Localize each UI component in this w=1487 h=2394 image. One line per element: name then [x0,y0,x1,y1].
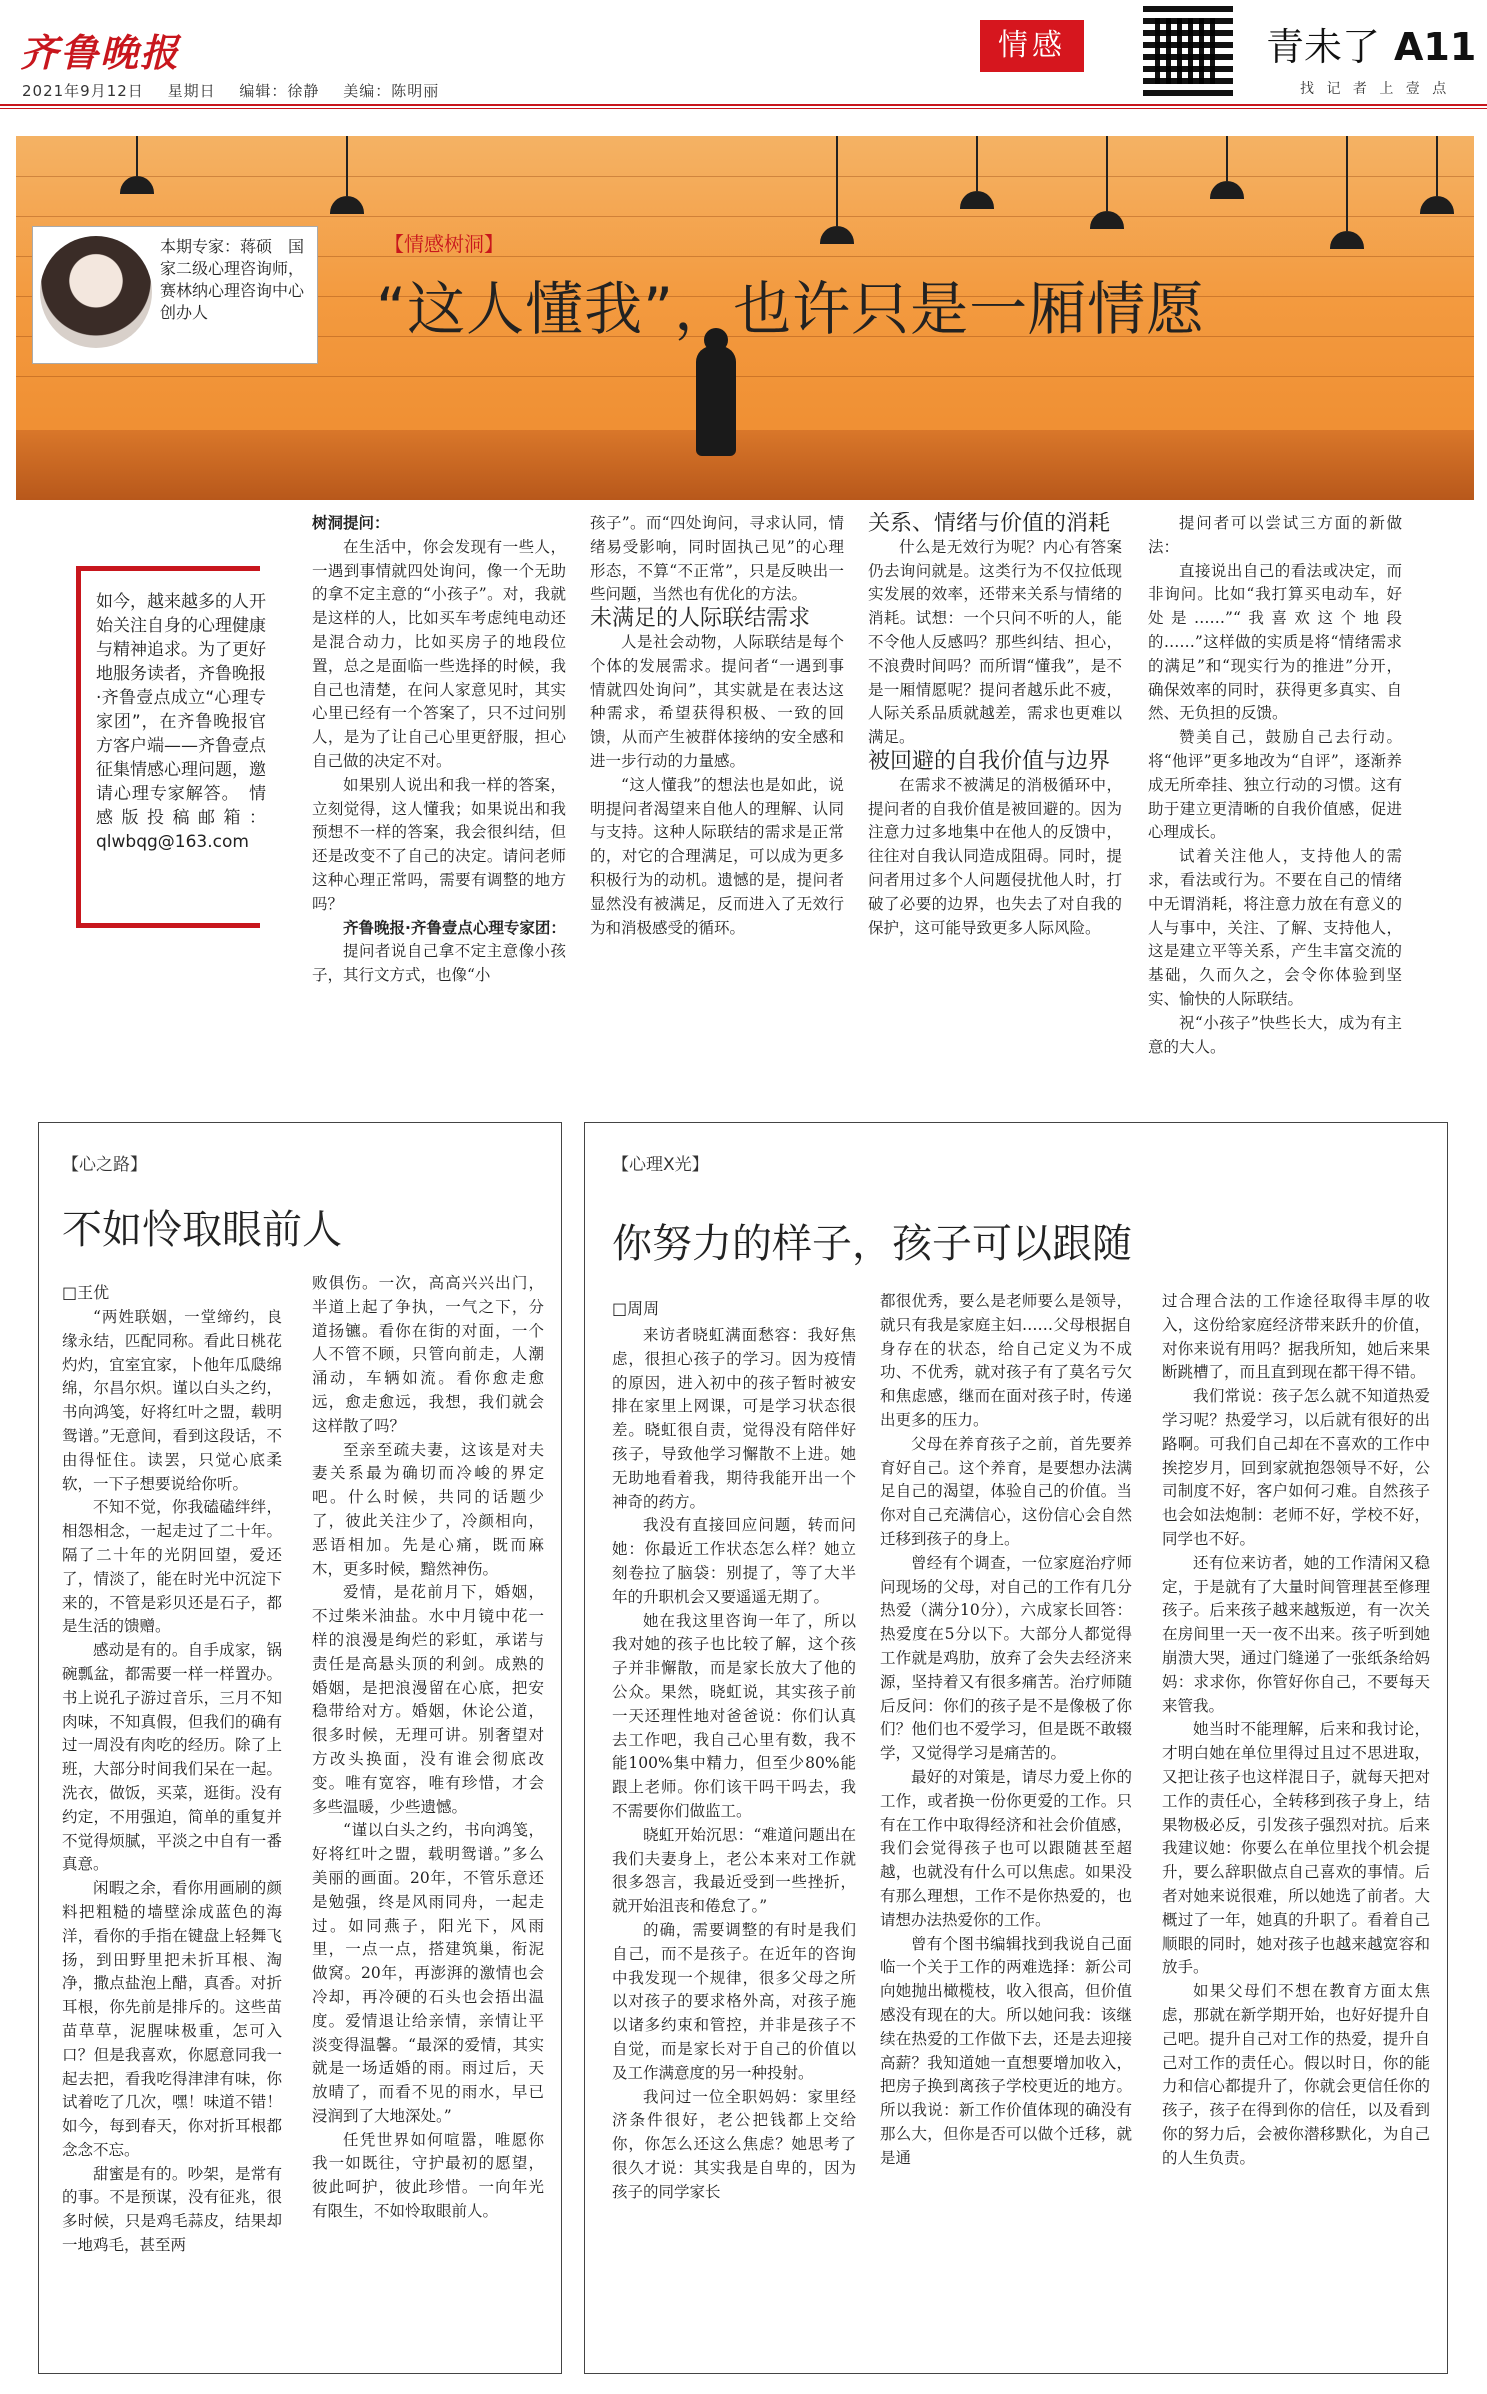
right-article-column-2 [880,1290,1132,2366]
section-tag: 情感 [980,20,1084,72]
paragraph: 被回避的自我价值与边界 [868,748,1111,774]
dateline [22,80,457,101]
paragraph: 晓虹开始沉思：“难道问题出在我们夫妻身上，老公本来对工作就很多怨言，我最近受到一些挫折，就开始沮丧和倦怠了。” [612,1825,856,1916]
left-article-title: 不如怜取眼前人 [62,1207,342,1253]
right-article-author: □周周 [612,1299,660,1318]
paragraph: 提问者说自己拿不定主意像小孩子，其行文方式，也像“小 [312,942,566,985]
paragraph: 关系、情绪与价值的消耗 [868,512,1111,536]
paragraph: 我问过一位全职妈妈：家里经济条件很好，老公把钱都上交给你，你怎么还这么焦虑？她思考了很久才说：其实我是自卑的，因为孩子的同学家长 [612,2087,856,2201]
paragraph: 在需求不被满足的消极循环中，提问者的自我价值是被回避的。因为注意力过多地集中在他人的反馈中，往往对自我认同造成阻碍。同时，提问者用过多个人问题侵扰他人时，打破了必要的边界，也失去了对自我的保护，这可能导致更多人际风险。 [868,775,1122,937]
paragraph: “两姓联姻，一堂缔约，良缘永结，匹配同称。看此日桃花灼灼，宜室宜家，卜他年瓜瓞绵绵，尔昌尔炽。谨以白头之约，书向鸿笺，好将红叶之盟，载明鸳谱。”无意间，看到这段话，不由得怔住。读罢，只觉心底柔软，一下子想要说给你听。 [62,1308,282,1493]
lamp-icon [1090,211,1124,229]
paragraph: “这人懂我”的想法也是如此，说明提问者渴望来自他人的理解、认同与支持。这种人际联结的需求是正常的，对它的合理满足，可以成为更多积极行为的动机。遗憾的是，提问者显然没有被满足，反而进入了无效行为和消极感受的循环。 [590,775,844,937]
paragraph: 我没有直接回应问题，转而问她：你最近工作状态怎么样？她立刻卷拉了脑袋：别提了，等了大半年的升职机会又要遥遥无期了。 [612,1516,856,1606]
lamp-icon [1330,231,1364,249]
main-article-column-3 [868,512,1122,1072]
paragraph: 人是社会动物，人际联结是每个个体的发展需求。提问者“一遇到事情就四处询问”，其实就是在表达这种需求，希望获得积极、一致的回馈，从而产生被群体接纳的安全感和进一步行动的力量感。 [590,632,844,770]
paragraph: 祝“小孩子”快些长大，成为有主意的大人。 [1148,1013,1402,1056]
paragraph: 曾经有个调查，一位家庭治疗师问现场的父母，对自己的工作有几分热爱（满分10分），六成家长回答：热爱度在5分以下。大部分人都觉得工作就是鸡肋，放弃了会失去经济来源，坚持着又有很多痛苦。治疗师随后反问：你们的孩子是不是像极了你们？他们也不爱学习，但是既不敢辍学，又觉得学习是痛苦的。 [880,1553,1132,1763]
lamp-icon [1210,181,1244,199]
main-article-column-2 [590,512,844,1072]
right-article-column-3 [1162,1290,1430,2366]
designer-credit: 美编：陈明丽 [343,82,440,100]
paragraph: 败俱伤。一次，高高兴兴出门，半道上起了争执，一气之下，分道扬镳。看你在街的对面，一个人不管不顾，只管向前走，人潮涌动，车辆如流。看你愈走愈远，愈走愈远，我想，我们就会这样散了吗？ [312,1274,544,1435]
lamp-cord [1436,136,1438,196]
paragraph: 曾有个图书编辑找到我说自己面临一个关于工作的两难选择：新公司向她抛出橄榄枝，收入很高，但价值感没有现在的大。所以她问我：该继续在热爱的工作做下去，还是去迎接高薪？我知道她一直想要增加收入，把房子换到离孩子学校更近的地方。所以我说：新工作价值体现的确没有那么大，但你是否可以做个迁移，就是通 [880,1934,1132,2167]
paragraph: 父母在养育孩子之前，首先要养育好自己。这个养育，是要想办法满足自己的渴望，体验自己的价值。当你对自己充满信心，这份信心会自然迁移到孩子的身上。 [880,1434,1132,1548]
left-article-author: □王优 [62,1283,110,1302]
paragraph: 未满足的人际联结需求 [590,606,811,632]
expert-intro: 本期专家：蒋硕 国家二级心理咨询师，赛林纳心理咨询中心创办人 [160,237,305,322]
lamp-icon [1420,196,1454,214]
paragraph: 还有位来访者，她的工作清闲又稳定，于是就有了大量时间管理甚至修理孩子。后来孩子越来越叛逆，有一次关在房间里一天一夜不出来。孩子听到她崩溃大哭，通过门缝递了一张纸条给妈妈：求求你，你管好你自己，不要每天来管我。 [1162,1553,1430,1715]
issue-weekday: 星期日 [167,82,216,100]
paragraph: 不知不觉，你我磕磕绊绊，相怨相念，一起走过了二十年。隔了二十年的光阴回望，爱还了，情淡了，能在时光中沉淀下来的，不管是彩贝还是石子，都是生活的馈赠。 [62,1498,282,1636]
page-number: A11 [1394,25,1477,69]
headline: “这人懂我”，也许只是一厢情愿 [376,275,1206,343]
lamp-cord [136,136,138,176]
main-article-column-4 [1148,512,1402,1072]
person-silhouette [696,346,736,456]
editor-credit: 编辑：徐静 [239,82,320,100]
paragraph: 感动是有的。自手成家，锅碗瓢盆，都需要一样一样置办。书上说孔子游过音乐，三月不知肉味，不知真假，但我们的确有过一周没有肉吃的经历。除了上班，大部分时间我们呆在一起。洗衣，做饭，买菜，逛街。没有约定，不用强迫，简单的重复并不觉得烦腻，平淡之中自有一番真意。 [62,1641,282,1874]
wall-line [16,376,1474,377]
paragraph: 她在我这里咨询一年了，所以我对她的孩子也比较了解，这个孩子并非懈散，而是家长放大了他的公众。果然，晓虹说，其实孩子前一天还理性地对爸爸说：你们认真去工作吧，我自己心里有数，我不能100%集中精力，但至少80%能跟上老师。你们该干吗干吗去，我不需要你们做监工。 [612,1611,856,1820]
lamp-cord [1226,136,1228,181]
paragraph: 如果父母们不想在教育方面太焦虑，那就在新学期开始，也好好提升自己吧。提升自己对工作的热爱，提升自己对工作的责任心。假以时日，你的能力和信心都提升了，你就会更信任你的孩子，孩子在得到你的信任，以及看到你的努力后，会被你潜移默化，为自己的人生负责。 [1162,1982,1430,2167]
paragraph: 至亲至疏夫妻，这该是对夫妻关系最为确切而冷峻的界定吧。什么时候，共同的话题少了，彼此关注少了，冷颜相向，恶语相加。先是心痛，既而麻木，更多时候，黯然神伤。 [312,1440,544,1578]
paragraph: 都很优秀，要么是老师要么是领导，就只有我是家庭主妇……父母根据自身存在的状态，给自己定义为不成功、不优秀，就对孩子有了莫名亏欠和焦虑感，继而在面对孩子时，传递出更多的压力。 [880,1292,1132,1429]
issue-date: 2021年9月12日 [22,82,144,100]
masthead-slogan: 找 记 者 上 壹 点 [1300,81,1451,97]
right-article-label: 【心理X光】 [612,1155,709,1175]
paragraph: 直接说出自己的看法或决定，而非询问。比如“我打算买电动车，好处是……”“我喜欢这个地段的……”这样做的实质是将“情绪需求的满足”和“现实行为的推进”分开，确保效率的同时，获得更多真实、自然、无负担的反馈。 [1148,561,1402,723]
paragraph: 在生活中，你会发现有一些人，一遇到事情就四处询问，像一个无助的拿不定主意的“小孩子”。对，我就是这样的人，比如买车考虑纯电动还是混合动力，比如买房子的地段位置，总之是面临一些选择的时候，我自己也清楚，在问人家意见时，其实心里已经有一个答案了，只不过问别人，是为了让自己心里更舒服，担心自己做的决定不对。 [312,537,566,770]
left-article-label: 【心之路】 [62,1155,147,1175]
qr-code-pattern [1155,18,1221,84]
masthead-rule-thin [0,108,1487,109]
masthead-rule [0,104,1487,106]
wall-line [16,216,1474,217]
paragraph: 任凭世界如何喧嚣，唯愿你我一如既往，守护最初的愿望，彼此呵护，彼此珍惜。一向年光有限生，不如怜取眼前人。 [312,2130,544,2221]
paragraph: 赞美自己，鼓励自己去行动。将“他评”更多地改为“自评”，逐渐养成无所牵挂、独立行动的习惯。这有助于建立更清晰的自我价值感，促进心理成长。 [1148,728,1402,842]
lamp-icon [820,226,854,244]
expert-avatar [40,236,152,348]
lamp-cord [1346,136,1348,231]
paragraph: 她当时不能理解，后来和我讨论，才明白她在单位里得过且过不思进取，又把让孩子也这样混日子，就每天把对工作的责任心，全转移到孩子身上，结果物极必反，引发孩子强烈对抗。后来我建议她：你要么在单位里找个机会提升，要么辞职做点自己喜欢的事情。后者对她来说很难，所以她选了前者。大概过了一年，她真的升职了。看着自己顺眼的同时，她对孩子也越来越宽容和放手。 [1162,1720,1430,1977]
wall-line [16,176,1474,177]
paragraph: 孩子”。而“四处询问，寻求认同，情绪易受影响，同时固执己见”的心理形态，不算“不正常”，只是反映出一些问题，当然也有优化的方法。 [590,514,844,604]
column-label: 【情感树洞】 [384,232,504,256]
paragraph: 提问者可以尝试三方面的新做法： [1148,514,1402,556]
paragraph: 过合理合法的工作途径取得丰厚的收入，这份给家庭经济带来跃升的价值，对你来说有用吗？据我所知，她后来果断跳槽了，而且直到现在都干得不错。 [1162,1292,1430,1382]
lamp-icon [330,196,364,214]
page-header [1266,16,1476,71]
paragraph: 齐鲁晚报·齐鲁壹点心理专家团： [312,918,566,937]
paragraph: 树洞提问： [312,514,390,532]
paragraph: 试着关注他人，支持他人的需求，看法或行为。不要在自己的情绪中无谓消耗，将注意力放在有意义的人与事中，关注、了解、支持他人，这是建立平等关系，产生丰富交流的基础，久而久之，会令你体验到坚实、愉快的人际联结。 [1148,847,1402,1008]
lamp-icon [120,176,154,194]
lamp-cord [1106,136,1108,211]
paragraph: 最好的对策是，请尽力爱上你的工作，或者换一份你更爱的工作。只有在工作中取得经济和社会价值感，我们会觉得孩子也可以跟随甚至超越，也就没有什么可以焦虑。如果没有那么理想，工作不是你热爱的，也请想办法热爱你的工作。 [880,1767,1132,1929]
page-name: 青未了 [1266,25,1381,69]
floor [16,430,1474,500]
right-article-title: 你努力的样子，孩子可以跟随 [612,1221,1132,1267]
lamp-cord [346,136,348,196]
paragraph: 爱情，是花前月下，婚姻，不过柴米油盐。水中月镜中花一样的浪漫是绚烂的彩虹，承诺与责任是高悬头顶的利剑。成熟的婚姻，是把浪漫留在心底，把安稳带给对方。婚姻，休论公道，很多时候，无理可讲。别奢望对方改头换面，没有谁会彻底改变。唯有宽容，唯有珍惜，才会多些温暖，少些遗憾。 [312,1583,544,1816]
paragraph: 的确，需要调整的有时是我们自己，而不是孩子。在近年的咨询中我发现一个规律，很多父母之所以对孩子的要求格外高，对孩子施以诸多约束和管控，并非是孩子不自觉，而是家长对于自己的价值以及工作满意度的另一种投射。 [612,1920,856,2082]
newspaper-logo: 齐鲁晚报 [20,30,181,75]
paragraph: 来访者晓虹满面愁容：我好焦虑，很担心孩子的学习。因为疫情的原因，进入初中的孩子暂时被安排在家里上网课，可是学习状态很差。晓虹很自责，觉得没有陪伴好孩子，导致他学习懈散不上进。她无助地看着我，期待我能开出一个神奇的药方。 [612,1326,856,1511]
paragraph: 如果别人说出和我一样的答案，立刻觉得，这人懂我；如果说出和我预想不一样的答案，我会很纠结，但还是改变不了自己的决定。请问老师这种心理正常吗，需要有调整的地方吗？ [312,775,566,913]
paragraph: “谨以白头之约，书向鸿笺，好将红叶之盟，载明鸳谱。”多么美丽的画面。20年，不管乐意还是勉强，终是风雨同舟，一起走过。如同燕子，阳光下，风雨里，一点一点，搭建筑巢，衔泥做窝。20年，再澎湃的激情也会冷却，再冷硬的石头也会捂出温度。爱情退让给亲情，亲情让平淡变得温馨。“最深的爱情，其实就是一场适婚的雨。雨过后，天放晴了，而看不见的雨水，早已浸润到了大地深处。” [312,1821,544,2125]
left-article-column-1 [62,1306,282,2366]
lamp-icon [960,191,994,209]
paragraph: 闲暇之余，看你用画刷的颜料把粗糙的墙壁涂成蓝色的海洋，看你的手指在键盘上轻舞飞扬，到田野里把未折耳根、淘净，撒点盐泡上醋，真香。对折耳根，你先前是排斥的。这些苗苗草草，泥腥味极重，怎可入口？但是我喜欢，你愿意同我一起去把，看我吃得津津有味，你试着吃了几次，嘿！味道不错！如今，每到春天，你对折耳根都念念不忘。 [62,1879,282,2159]
lamp-cord [976,136,978,191]
paragraph: 什么是无效行为呢？内心有答案仍去询问就是。这类行为不仅拉低现实发展的效率，还带来关系与情绪的消耗。试想：一个只问不听的人，能不令他人反感吗？那些纠结、担心，不浪费时间吗？而所谓“懂我”，是不是一厢情愿呢？提问者越乐此不疲，人际关系品质就越差，需求也更难以满足。 [868,537,1122,747]
paragraph: 我们常说：孩子怎么就不知道热爱学习呢？热爱学习，以后就有很好的出路啊。可我们自己却在不喜欢的工作中挨挖岁月，回到家就抱怨领导不好，公司制度不好，客户如何刁难。自然孩子也会如法炮制：老师不好，学校不好，同学也不好。 [1162,1387,1430,1548]
right-article-column-1 [612,1324,856,2366]
main-article-column-1 [312,512,566,1072]
notice-text: 如今，越来越多的人开始关注自身的心理健康与精神追求。为了更好地服务读者，齐鲁晚报·齐鲁壹点成立“心理专家团”，在齐鲁晚报官方客户端——齐鲁壹点征集情感心理问题，邀请心理专家解答。 情感版投稿邮箱：qlwbqg@163.com [96,592,266,852]
paragraph: 甜蜜是有的。吵架，是常有的事。不是预谋，没有征兆，很多时候，只是鸡毛蒜皮，结果却一地鸡毛，甚至两 [62,2164,282,2255]
left-article-column-2 [312,1272,544,2366]
lamp-cord [836,136,838,226]
